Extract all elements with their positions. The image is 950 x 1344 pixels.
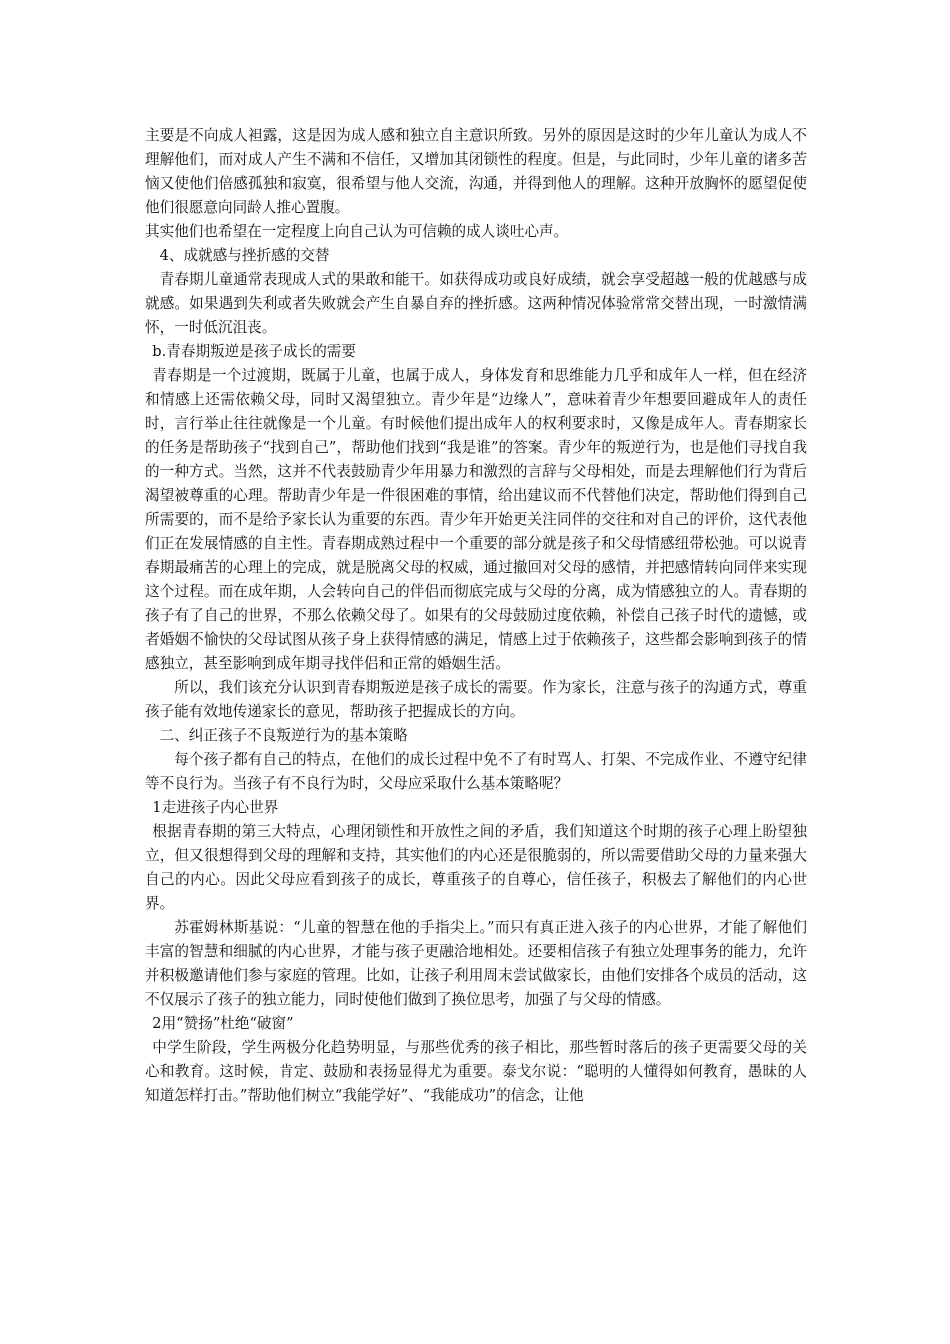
paragraph-4: 青春期是一个过渡期，既属于儿童，也属于成人，身体发育和思维能力几乎和成年人一样，但在经济和情感上还需依赖父母，同时又渴望独立。青少年是“边缘人”，意味着青少年想要回避成年人的责任时，言行举止往往就像是一个儿童。有时候他们提出成年人的权利要求时，又像是成年人。青春期家长的任务是帮助孩子“找到自己”，帮助他们找到“我是谁”的答案。青少年的叛逆行为，也是他们寻找自我的一种方式。当然，这并不代表鼓励青少年用暴力和激烈的言辞与父母相处，而是去理解他们行为背后渴望被尊重的心理。帮助青少年是一件很困难的事情，给出建议而不代替他们决定，帮助他们得到自己所需要的，而不是给予家长认为重要的东西。青少年开始更关注同伴的交往和对自己的评价，这代表他们正在发展情感的自主性。青春期成熟过程中一个重要的部分就是孩子和父母情感纽带松弛。可以说青春期最痛苦的心理上的完成，就是脱离父母的权威，通过撤回对父母的感情，并把感情转向同伴来实现这个过程。而在成年期，人会转向自己的伴侣而彻底完成与父母的分离，成为情感独立的人。青春期的孩子有了自己的世界，不那么依赖父母了。如果有的父母鼓励过度依赖，补偿自己孩子时代的遗憾，或者婚姻不愉快的父母试图从孩子身上获得情感的满足，情感上过于依赖孩子，这些都会影响到孩子的情感独立，甚至影响到成年期寻找伴侣和正常的婚姻生活。	[145, 367, 807, 672]
paragraph-7: 根据青春期的第三大特点，心理闭锁性和开放性之间的矛盾，我们知道这个时期的孩子心理上盼望独立，但又很想得到父母的理解和支持，其实他们的内心还是很脆弱的，所以需要借助父母的力量来强大自己的内心。因此父母应看到孩子的成长，尊重孩子的自尊心，信任孩子，积极去了解他们的内心世界。	[145, 823, 807, 912]
paragraph-2: 其实他们也希望在一定程度上向自己认为可信赖的成人谈吐心声。	[145, 223, 569, 240]
paragraph-3: 青春期儿童通常表现成人式的果敢和能干。如获得成功或良好成绩，就会享受超越一般的优越感与成就感。如果遇到失利或者失败就会产生自暴自弃的挫折感。这两种情况体验常常交替出现，一时激情满怀，一时低沉沮丧。	[145, 271, 807, 336]
section-heading-2: 二、纠正孩子不良叛逆行为的基本策略	[159, 727, 408, 744]
subheading-1: 1走进孩子内心世界	[152, 799, 279, 816]
document-body	[145, 124, 807, 1108]
paragraph-1: 主要是不向成人袒露，这是因为成人感和独立自主意识所致。另外的原因是这时的少年儿童认为成人不理解他们，而对成人产生不满和不信任，又增加其闭锁性的程度。但是，与此同时，少年儿童的诸多苦恼又使他们倍感孤独和寂寞，很希望与他人交流，沟通，并得到他人的理解。这种开放胸怀的愿望促使他们很愿意向同龄人推心置腹。	[145, 127, 807, 216]
paragraph-6: 每个孩子都有自己的特点，在他们的成长过程中免不了有时骂人、打架、不完成作业、不遵守纪律等不良行为。当孩子有不良行为时，父母应采取什么基本策略呢？	[145, 751, 807, 792]
paragraph-9: 中学生阶段，学生两极分化趋势明显，与那些优秀的孩子相比，那些暂时落后的孩子更需要父母的关心和教育。这时候，肯定、鼓励和表扬显得尤为重要。泰戈尔说：“聪明的人懂得如何教育，愚昧的人知道怎样打击。”帮助他们树立“我能学好”、“我能成功”的信念，让他	[145, 1039, 807, 1104]
paragraph-5: 所以，我们该充分认识到青春期叛逆是孩子成长的需要。作为家长，注意与孩子的沟通方式，尊重孩子能有效地传递家长的意见，帮助孩子把握成长的方向。	[145, 679, 807, 720]
paragraph-8: 苏霍姆林斯基说：“儿童的智慧在他的手指尖上。”而只有真正进入孩子的内心世界，才能了解他们丰富的智慧和细腻的内心世界，才能与孩子更融洽地相处。还要相信孩子有独立处理事务的能力，允许并积极邀请他们参与家庭的管理。比如，让孩子利用周末尝试做家长，由他们安排各个成员的活动，这不仅展示了孩子的独立能力，同时使他们做到了换位思考，加强了与父母的情感。	[145, 919, 807, 1008]
subheading-2: 2用“赞扬”杜绝“破窗”	[152, 1015, 294, 1032]
section-heading-b: b.青春期叛逆是孩子成长的需要	[152, 343, 356, 360]
section-heading-4: 4、成就感与挫折感的交替	[159, 247, 330, 264]
